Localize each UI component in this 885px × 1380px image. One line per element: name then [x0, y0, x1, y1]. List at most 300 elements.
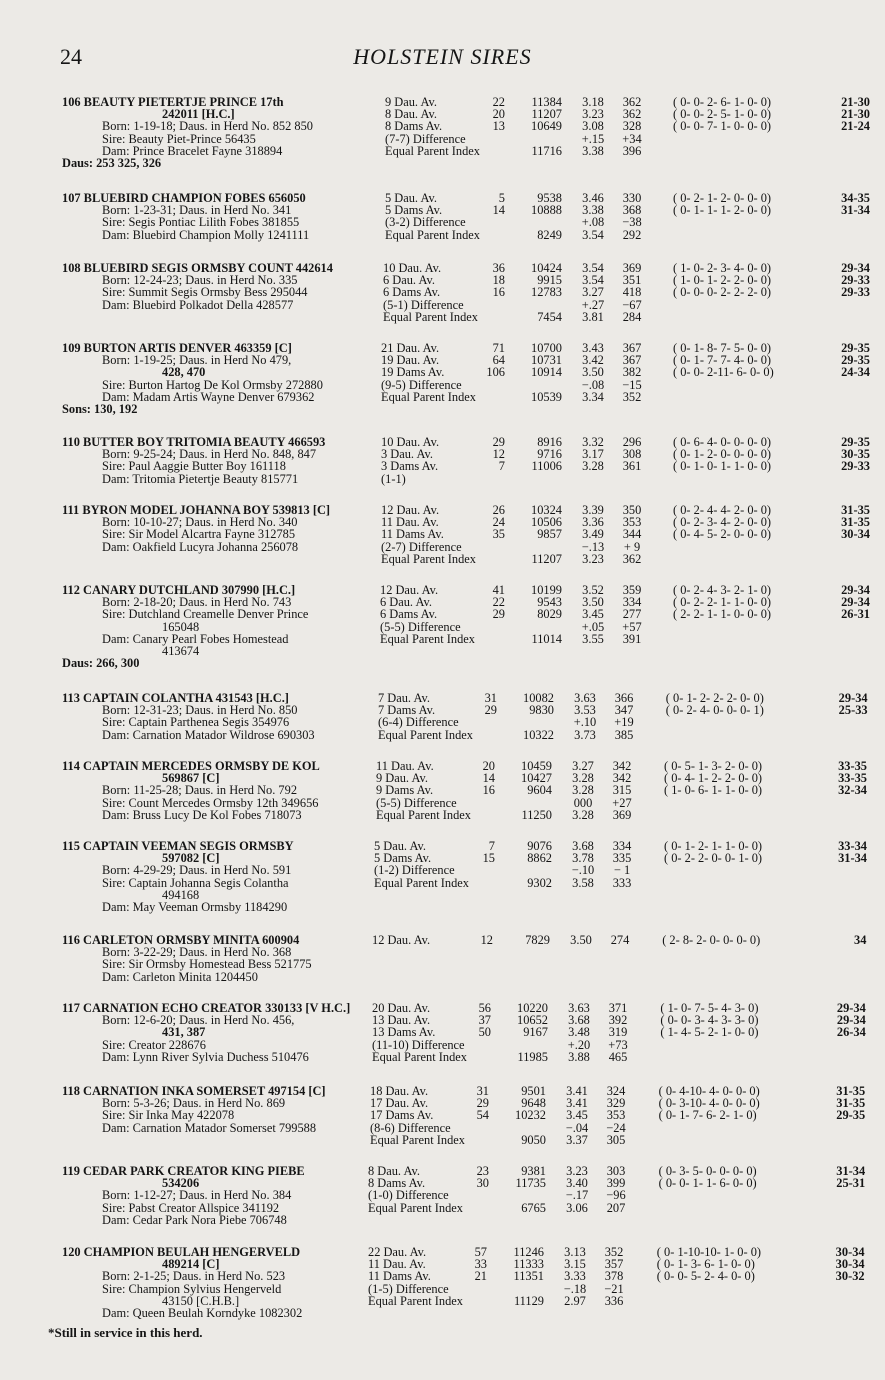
- fat-test: 3.17: [582, 447, 604, 462]
- distribution: ( 0- 3-10- 4- 0- 0- 0): [658, 1096, 760, 1111]
- age-range: 29-34: [836, 1001, 866, 1015]
- stat-label: (9-5) Difference: [381, 377, 462, 392]
- fat-pounds: 418: [622, 285, 642, 300]
- fat-pounds: 333: [612, 875, 632, 890]
- fat-pounds: 368: [622, 203, 642, 218]
- distribution: ( 1- 0- 6- 1- 1- 0- 0): [664, 783, 763, 798]
- stat-label: Equal Parent Index: [368, 1200, 463, 1215]
- dam-line: Dam: Queen Beulah Korndyke 1082302: [102, 1306, 303, 1321]
- fat-pounds: 292: [622, 227, 642, 242]
- born-line: Born: 12-24-23; Daus. in Herd No. 335: [102, 273, 298, 288]
- fat-test: 3.34: [582, 389, 604, 404]
- distribution: ( 0- 1- 2- 1- 1- 0- 0): [664, 839, 763, 853]
- stat-label: Equal Parent Index: [380, 631, 475, 646]
- fat-test: 3.63: [568, 1001, 590, 1015]
- fat-test: 3.53: [574, 703, 596, 718]
- stat-row: [0, 1026, 885, 1038]
- dam-line: Dam: Bluebird Polkadot Della 428577: [102, 297, 294, 312]
- stat-label: 7 Dams Av.: [378, 703, 436, 718]
- milk-record: 9648: [521, 1096, 546, 1111]
- fat-test: 3.88: [568, 1049, 590, 1064]
- milk-record: 11250: [521, 807, 552, 822]
- milk-record: 9857: [537, 527, 562, 542]
- age-range: 33-35: [838, 759, 867, 773]
- fat-test: 3.63: [574, 691, 596, 705]
- fat-pounds: +57: [622, 619, 642, 634]
- milk-record: 9830: [529, 703, 554, 718]
- fat-test: +.20: [567, 1037, 591, 1052]
- stat-row: [0, 877, 885, 889]
- born-line: Born: 12-31-23; Daus. in Herd No. 850: [102, 703, 298, 718]
- milk-record: 10322: [523, 727, 554, 742]
- dam-line: Dam: Bluebird Champion Molly 1241111: [102, 227, 310, 242]
- stat-label: 22 Dau. Av.: [368, 1245, 427, 1259]
- fat-test: 3.23: [582, 107, 604, 122]
- fat-test: −.10: [571, 863, 595, 878]
- distribution: ( 0- 4- 5- 2- 0- 0- 0): [673, 527, 772, 542]
- distribution: ( 0- 0- 0- 2- 2- 2- 0): [673, 285, 772, 300]
- milk-record: 10731: [531, 353, 562, 368]
- daus-line: Sons: 130, 192: [62, 402, 138, 417]
- stat-label: 8 Dams Av.: [368, 1176, 426, 1191]
- fat-test: 3.23: [582, 551, 604, 566]
- dam-line: Dam: Bruss Lucy De Kol Fobes 718073: [102, 807, 302, 822]
- fat-pounds: 353: [622, 515, 642, 530]
- stat-label: Equal Parent Index: [376, 807, 471, 822]
- record-count: 56: [478, 1001, 491, 1015]
- milk-record: 9538: [537, 191, 562, 205]
- stat-label: 17 Dau. Av.: [370, 1096, 429, 1111]
- age-range: 34-35: [841, 191, 870, 205]
- born-line: Born: 1-19-18; Daus. in Herd No. 852 850: [102, 119, 313, 134]
- fat-pounds: 324: [606, 1084, 626, 1098]
- sire-name: 109 BURTON ARTIS DENVER 463359 [C]: [62, 341, 292, 355]
- fat-test: 3.46: [582, 191, 604, 205]
- dam-line: Dam: Cedar Park Nora Piebe 706748: [102, 1212, 287, 1227]
- fat-pounds: 274: [610, 933, 630, 947]
- distribution: ( 0- 0- 2-11- 6- 0- 0): [673, 365, 774, 380]
- milk-record: 11985: [517, 1049, 548, 1064]
- record-count: 30: [476, 1176, 489, 1191]
- fat-pounds: 362: [622, 107, 642, 122]
- page-number: 24: [60, 44, 82, 69]
- fat-pounds: −96: [606, 1188, 626, 1203]
- stat-label: 12 Dau. Av.: [381, 503, 440, 517]
- stat-label: 18 Dau. Av.: [370, 1084, 429, 1098]
- record-count: 16: [482, 783, 495, 798]
- stat-label: 3 Dams Av.: [381, 459, 439, 474]
- stat-label: 8 Dams Av.: [385, 119, 443, 134]
- stat-label: Equal Parent Index: [372, 1049, 467, 1064]
- distribution: ( 0- 0- 7- 1- 0- 0- 0): [673, 119, 772, 134]
- born-line: Born: 4-29-29; Daus. in Herd No. 591: [102, 863, 292, 878]
- milk-record: 12783: [531, 285, 562, 300]
- fat-test: +.27: [581, 297, 605, 312]
- record-count: 20: [482, 759, 495, 773]
- stat-label: 9 Dau. Av.: [376, 771, 428, 786]
- footnote: *Still in service in this herd.: [48, 1325, 203, 1340]
- stat-label: 11 Dams Av.: [381, 527, 444, 542]
- stat-label: 5 Dams Av.: [385, 203, 443, 218]
- sire-line: Sire: Sir Ormsby Homestead Bess 521775: [102, 957, 312, 972]
- fat-pounds: 391: [622, 631, 642, 646]
- distribution: ( 0- 2- 2- 0- 0- 1- 0): [664, 851, 763, 866]
- dam-line: Dam: Lynn River Sylvia Duchess 510476: [102, 1049, 309, 1064]
- age-range: 31-35: [841, 515, 870, 530]
- distribution: ( 0- 0- 5- 2- 4- 0- 0): [656, 1269, 755, 1284]
- milk-record: 11333: [513, 1257, 544, 1272]
- milk-record: 9915: [537, 273, 562, 288]
- milk-record: 8916: [537, 435, 562, 449]
- fat-test: 3.15: [564, 1257, 586, 1272]
- sire-line: Sire: Pabst Creator Allspice 341192: [102, 1200, 280, 1215]
- fat-test: −.08: [581, 377, 605, 392]
- milk-record: 10539: [531, 389, 562, 404]
- stat-label: 8 Dau. Av.: [368, 1164, 420, 1178]
- sire-name: 489214 [C]: [162, 1257, 220, 1272]
- record-count: 37: [478, 1013, 491, 1028]
- fat-test: 3.55: [582, 631, 604, 646]
- sire-line: Sire: Burton Hartog De Kol Ormsby 272880: [102, 377, 323, 392]
- stat-label: 3 Dau. Av.: [381, 447, 433, 462]
- sire-name: 107 BLUEBIRD CHAMPION FOBES 656050: [62, 191, 306, 205]
- stat-label: 12 Dau. Av.: [380, 583, 439, 597]
- born-line: Born: 10-10-27; Daus. in Herd No. 340: [102, 515, 298, 530]
- stat-label: 11 Dams Av.: [368, 1269, 431, 1284]
- fat-pounds: 362: [622, 95, 642, 109]
- stat-label: 8 Dau. Av.: [385, 107, 437, 122]
- fat-test: 3.28: [582, 459, 604, 474]
- age-range: 24-34: [841, 365, 870, 380]
- milk-record: 9167: [523, 1025, 548, 1040]
- record-count: 29: [492, 607, 505, 622]
- fat-test: 3.52: [582, 583, 604, 597]
- milk-record: 11129: [513, 1293, 544, 1308]
- stat-row: [0, 286, 885, 298]
- stat-row: [0, 1109, 885, 1121]
- age-range: 34: [854, 933, 867, 947]
- born-line: Born: 5-3-26; Daus. in Herd No. 869: [102, 1096, 286, 1111]
- sire-name: 116 CARLETON ORMSBY MINITA 600904: [62, 933, 300, 947]
- record-count: 31: [484, 691, 497, 705]
- fat-test: 3.50: [582, 595, 604, 610]
- fat-pounds: 303: [606, 1164, 626, 1178]
- age-range: 21-30: [841, 95, 870, 109]
- running-head: HOLSTEIN SIRES: [353, 44, 532, 69]
- fat-pounds: 350: [622, 503, 642, 517]
- fat-test: 3.81: [582, 309, 604, 324]
- age-range: 31-35: [836, 1096, 866, 1111]
- record-count: 12: [492, 447, 505, 462]
- fat-pounds: 329: [606, 1096, 626, 1111]
- stat-label: 5 Dau. Av.: [374, 839, 426, 853]
- record-count: 23: [476, 1164, 489, 1178]
- distribution: ( 0- 5- 1- 3- 2- 0- 0): [664, 759, 763, 773]
- record-count: 26: [492, 503, 505, 517]
- milk-record: 6765: [521, 1200, 546, 1215]
- fat-test: 3.33: [564, 1269, 586, 1284]
- stat-row: [0, 460, 885, 472]
- fat-test: 3.38: [582, 203, 604, 218]
- age-range: 29-33: [841, 459, 870, 474]
- distribution: ( 0- 1-10-10- 1- 0- 0): [656, 1245, 762, 1259]
- fat-pounds: −38: [622, 215, 642, 230]
- fat-pounds: 362: [622, 551, 642, 566]
- stat-label: (8-6) Difference: [370, 1120, 451, 1135]
- record-count: 18: [492, 273, 505, 288]
- stat-row: [0, 1270, 885, 1282]
- stat-label: (1-0) Difference: [368, 1188, 449, 1203]
- born-line: Born: 3-22-29; Daus. in Herd No. 368: [102, 945, 292, 960]
- stat-row: [0, 934, 885, 946]
- age-range: 21-24: [841, 119, 870, 134]
- sire-line: Sire: Captain Parthenea Segis 354976: [102, 715, 290, 730]
- fat-test: 3.68: [572, 839, 594, 853]
- milk-record: 9302: [527, 875, 552, 890]
- fat-test: 3.45: [566, 1108, 588, 1123]
- age-range: 30-34: [835, 1257, 865, 1272]
- dam-line: Dam: Carnation Matador Wildrose 690303: [102, 727, 315, 742]
- fat-pounds: 315: [612, 783, 632, 798]
- milk-record: 9076: [527, 839, 552, 853]
- record-count: 71: [492, 341, 505, 355]
- dam-line: Dam: Tritomia Pietertje Beauty 815771: [102, 471, 299, 486]
- fat-pounds: 378: [604, 1269, 624, 1284]
- record-count: 22: [492, 595, 505, 610]
- daus-line: Daus: 266, 300: [62, 656, 140, 671]
- fat-pounds: −24: [606, 1120, 626, 1135]
- sire-name: 569867 [C]: [162, 771, 220, 786]
- age-range: 31-35: [841, 503, 870, 517]
- milk-record: 8862: [527, 851, 552, 866]
- stat-label: 5 Dams Av.: [374, 851, 432, 866]
- stat-label: 13 Dams Av.: [372, 1025, 436, 1040]
- milk-record: 8249: [537, 227, 562, 242]
- record-count: 35: [492, 527, 505, 542]
- milk-record: 7829: [525, 933, 550, 947]
- fat-pounds: 347: [614, 703, 634, 718]
- record-count: 15: [482, 851, 495, 866]
- record-count: 12: [480, 933, 493, 947]
- age-range: 26-34: [836, 1025, 866, 1040]
- sire-line-cont: 165048: [162, 619, 200, 634]
- milk-record: 10220: [517, 1001, 548, 1015]
- milk-record: 9543: [537, 595, 562, 610]
- sire-name: 120 CHAMPION BEULAH HENGERVELD: [62, 1245, 301, 1259]
- sire-line: Sire: Captain Johanna Segis Colantha: [102, 875, 289, 890]
- fat-pounds: 344: [622, 527, 642, 542]
- stat-row: [0, 608, 885, 620]
- fat-pounds: +27: [612, 795, 632, 810]
- fat-test: 3.48: [568, 1025, 590, 1040]
- fat-test: 3.36: [582, 515, 604, 530]
- age-range: 31-35: [836, 1084, 866, 1098]
- milk-record: 10459: [521, 759, 552, 773]
- stat-label: (5-5) Difference: [380, 619, 461, 634]
- born-line: Born: 1-19-25; Daus. in Herd No 479,: [102, 353, 292, 368]
- sire-name: 113 CAPTAIN COLANTHA 431543 [H.C.]: [62, 691, 289, 705]
- distribution: ( 0- 1- 8- 7- 5- 0- 0): [673, 341, 772, 355]
- fat-test: 3.41: [566, 1084, 588, 1098]
- milk-record: 8029: [537, 607, 562, 622]
- fat-pounds: 359: [622, 583, 642, 597]
- sire-line: Sire: Champion Sylvius Hengerveld: [102, 1281, 282, 1296]
- sire-name: 110 BUTTER BOY TRITOMIA BEAUTY 466593: [62, 435, 326, 449]
- fat-pounds: 361: [622, 459, 642, 474]
- fat-pounds: 336: [604, 1293, 624, 1308]
- record-count: 29: [492, 435, 505, 449]
- sire-line: Sire: Sir Model Alcartra Fayne 312785: [102, 527, 296, 542]
- stat-row: [0, 784, 885, 796]
- sire-line: Sire: Beauty Piet-Prince 56435: [102, 131, 256, 146]
- age-range: 29-33: [841, 273, 870, 288]
- stat-row: [0, 1202, 885, 1214]
- fat-test: 3.43: [582, 341, 604, 355]
- record-count: 29: [484, 703, 497, 718]
- stat-label: 12 Dau. Av.: [372, 933, 431, 947]
- fat-pounds: − 1: [613, 863, 631, 878]
- fat-pounds: 465: [608, 1049, 628, 1064]
- fat-pounds: 328: [622, 119, 642, 134]
- age-range: 29-35: [841, 353, 870, 368]
- born-line: Born: 11-25-28; Daus. in Herd No. 792: [102, 783, 298, 798]
- stat-label: 6 Dau. Av.: [383, 273, 435, 288]
- stat-label: (7-7) Difference: [385, 131, 466, 146]
- fat-test: 3.41: [566, 1096, 588, 1111]
- dam-line: Dam: May Veeman Ormsby 1184290: [102, 900, 288, 915]
- stat-row: [0, 633, 885, 645]
- distribution: ( 0- 0- 3- 4- 3- 3- 0): [660, 1013, 759, 1028]
- distribution: ( 0- 4- 1- 2- 2- 0- 0): [664, 771, 763, 786]
- fat-pounds: 351: [622, 273, 642, 288]
- fat-test: 000: [573, 795, 593, 810]
- sire-name: 114 CAPTAIN MERCEDES ORMSBY DE KOL: [62, 759, 320, 773]
- distribution: ( 0- 0- 1- 1- 6- 0- 0): [658, 1176, 757, 1191]
- age-range: 25-33: [838, 703, 868, 718]
- stat-row: [0, 379, 885, 391]
- distribution: ( 1- 0- 7- 5- 4- 3- 0): [660, 1001, 759, 1015]
- stat-label: (1-2) Difference: [374, 863, 455, 878]
- distribution: ( 0- 2- 4- 4- 2- 0- 0): [673, 503, 772, 517]
- fat-test: +.15: [581, 131, 605, 146]
- fat-test: 3.45: [582, 607, 604, 622]
- stat-label: Equal Parent Index: [381, 551, 476, 566]
- sire-name: 242011 [H.C.]: [162, 107, 235, 122]
- stat-label: 6 Dau. Av.: [380, 595, 432, 610]
- record-count: 24: [492, 515, 505, 530]
- age-range: 29-33: [841, 285, 870, 300]
- fat-pounds: −21: [604, 1281, 624, 1296]
- fat-pounds: −67: [622, 297, 642, 312]
- stat-row: [0, 120, 885, 132]
- milk-record: 10506: [531, 515, 562, 530]
- milk-record: 9716: [537, 447, 562, 462]
- fat-pounds: 382: [622, 365, 642, 380]
- stat-row: [0, 716, 885, 728]
- stat-label: 19 Dams Av.: [381, 365, 445, 380]
- stat-label: (1-1): [381, 471, 406, 486]
- record-count: 7: [498, 459, 505, 474]
- milk-record: 11207: [531, 107, 562, 122]
- stat-label: 17 Dams Av.: [370, 1108, 434, 1123]
- age-range: 32-34: [838, 783, 867, 798]
- sire-name: 115 CAPTAIN VEEMAN SEGIS ORMSBY: [62, 839, 294, 853]
- record-count: 21: [474, 1269, 487, 1284]
- distribution: ( 0- 4-10- 4- 0- 0- 0): [658, 1084, 760, 1098]
- distribution: ( 0- 1- 1- 1- 2- 0- 0): [673, 203, 772, 218]
- milk-record: 11384: [531, 95, 562, 109]
- age-range: 29-35: [841, 341, 870, 355]
- fat-test: 3.23: [566, 1164, 588, 1178]
- age-range: 29-34: [838, 691, 868, 705]
- milk-record: 10700: [531, 341, 562, 355]
- fat-pounds: 396: [622, 143, 642, 158]
- fat-pounds: 319: [608, 1025, 628, 1040]
- milk-record: 11735: [515, 1176, 546, 1191]
- fat-pounds: 335: [612, 851, 632, 866]
- stat-row: [0, 1189, 885, 1201]
- stat-label: 10 Dau. Av.: [383, 261, 442, 275]
- stat-row: [0, 473, 885, 485]
- fat-test: 3.27: [582, 285, 604, 300]
- stat-label: 9 Dams Av.: [376, 783, 434, 798]
- fat-test: 3.78: [572, 851, 594, 866]
- stat-row: [0, 809, 885, 821]
- stat-label: Equal Parent Index: [385, 143, 480, 158]
- stat-label: (5-5) Difference: [376, 795, 457, 810]
- sire-name: 108 BLUEBIRD SEGIS ORMSBY COUNT 442614: [62, 261, 333, 275]
- fat-test: 3.40: [566, 1176, 588, 1191]
- stat-label: 11 Dau. Av.: [381, 515, 439, 530]
- fat-test: 3.50: [570, 933, 592, 947]
- age-range: 31-34: [838, 851, 867, 866]
- stat-row: [0, 299, 885, 311]
- record-count: 106: [486, 365, 505, 380]
- fat-pounds: 353: [606, 1108, 626, 1123]
- stat-label: 11 Dau. Av.: [376, 759, 434, 773]
- fat-test: 3.32: [582, 435, 604, 449]
- fat-pounds: 334: [612, 839, 632, 853]
- distribution: ( 0- 2- 2- 1- 1- 0- 0): [673, 595, 772, 610]
- record-count: 54: [476, 1108, 489, 1123]
- distribution: ( 1- 0- 1- 2- 2- 0- 0): [673, 273, 772, 288]
- record-count: 36: [492, 261, 505, 275]
- age-range: 30-32: [835, 1269, 865, 1284]
- record-count: 41: [492, 583, 505, 597]
- stat-label: 9 Dau. Av.: [385, 95, 437, 109]
- stat-label: Equal Parent Index: [368, 1293, 463, 1308]
- milk-record: 9501: [521, 1084, 546, 1098]
- dam-line: Dam: Canary Pearl Fobes Homestead: [102, 631, 289, 646]
- fat-test: 2.97: [564, 1293, 586, 1308]
- distribution: ( 0- 0- 2- 6- 1- 0- 0): [673, 95, 772, 109]
- sire-line: Sire: Count Mercedes Ormsby 12th 349656: [102, 795, 319, 810]
- distribution: ( 0- 2- 1- 2- 0- 0- 0): [673, 191, 772, 205]
- fat-test: −.18: [563, 1281, 587, 1296]
- milk-record: 10914: [531, 365, 562, 380]
- age-range: 30-35: [841, 447, 870, 462]
- born-line: Born: 2-1-25; Daus. in Herd No. 523: [102, 1269, 286, 1284]
- fat-pounds: 334: [622, 595, 642, 610]
- stat-row: [0, 366, 885, 378]
- milk-record: 10232: [515, 1108, 546, 1123]
- stat-label: Equal Parent Index: [383, 309, 478, 324]
- fat-test: 3.49: [582, 527, 604, 542]
- stat-row: [0, 145, 885, 157]
- fat-test: 3.13: [564, 1245, 586, 1259]
- stat-row: [0, 541, 885, 553]
- daus-line: Daus: 253 325, 326: [62, 156, 162, 171]
